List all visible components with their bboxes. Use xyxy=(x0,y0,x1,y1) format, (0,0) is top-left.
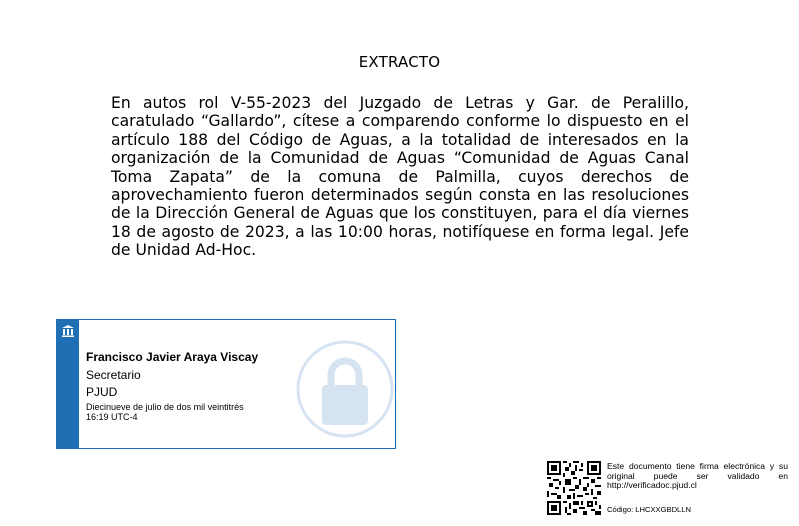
building-icon xyxy=(61,324,75,338)
signer-organization: PJUD xyxy=(86,385,118,399)
signature-strip xyxy=(57,320,79,448)
signer-role: Secretario xyxy=(86,368,141,382)
lock-icon xyxy=(295,335,395,443)
verification-code: Código: LHCXXGBDLLN xyxy=(607,505,691,514)
signer-name: Francisco Javier Araya Viscay xyxy=(86,350,259,364)
qr-code-icon xyxy=(547,461,601,515)
body-paragraph: En autos rol V-55-2023 del Juzgado de Letras y Gar. de Peralillo, caratulado “Gallardo”, cítese a comparendo conforme lo dispuesto en el artículo 188 del Código de Aguas, a la totalidad de interesados en la organización de la Comunidad de Aguas “Comunidad de Aguas Canal Toma Zapata” de la comuna de Palmilla, cuyos derechos de aprovechamiento fueron determinados según consta en las resoluciones de la Dirección General de Aguas que los constituyen, para el día viernes 18 de agosto de 2023, a las 10:00 horas, notifíquese en forma legal. Jefe de Unidad Ad-Hoc. xyxy=(111,94,689,260)
signature-time: 16:19 UTC-4 xyxy=(86,412,138,422)
signature-date: Diecinueve de julio de dos mil veintitrés xyxy=(86,402,244,412)
document-body xyxy=(111,94,689,260)
signature-details xyxy=(86,350,258,422)
signature-card xyxy=(56,319,396,449)
document-title: EXTRACTO xyxy=(358,53,441,71)
verification-notice: Este documento tiene firma electrónica y su original puede ser validado en http://verificadoc.pjud.cl xyxy=(607,461,788,491)
